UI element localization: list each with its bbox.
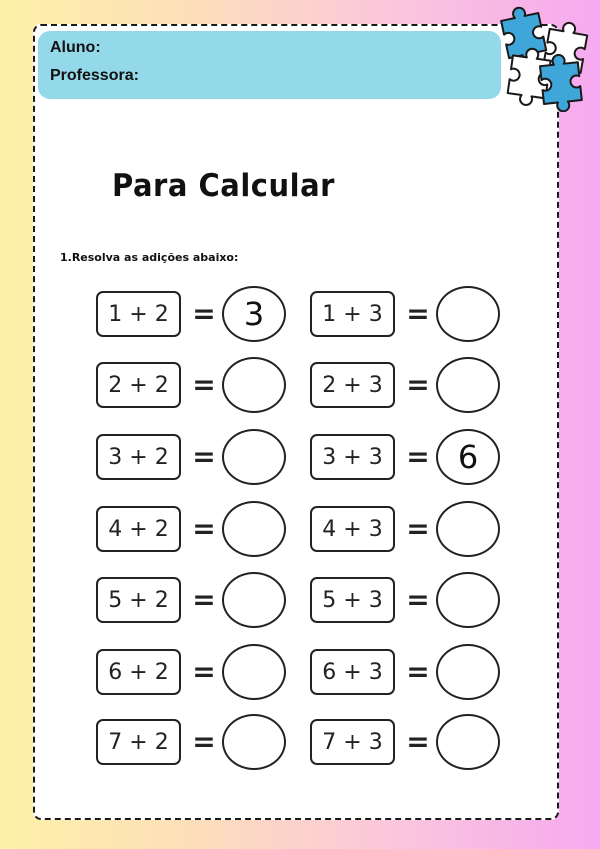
answer-circle[interactable] — [222, 357, 286, 413]
answer-circle[interactable] — [222, 714, 286, 770]
answer-circle[interactable] — [436, 572, 500, 628]
instruction-text: 1.Resolva as adições abaixo: — [60, 251, 239, 264]
equals-sign: = — [192, 512, 216, 545]
addition-expression: 1 + 3 — [310, 291, 395, 337]
addition-expression: 4 + 2 — [96, 506, 181, 552]
equals-sign: = — [192, 368, 216, 401]
equals-sign: = — [192, 440, 216, 473]
equals-sign: = — [406, 725, 430, 758]
equals-sign: = — [406, 297, 430, 330]
equals-sign: = — [192, 583, 216, 616]
answer-circle[interactable] — [222, 429, 286, 485]
answer-circle[interactable] — [436, 714, 500, 770]
addition-expression: 7 + 2 — [96, 719, 181, 765]
answer-circle[interactable] — [436, 286, 500, 342]
equals-sign: = — [192, 297, 216, 330]
addition-expression: 2 + 2 — [96, 362, 181, 408]
equals-sign: = — [406, 368, 430, 401]
equals-sign: = — [192, 655, 216, 688]
answer-circle[interactable] — [436, 501, 500, 557]
equals-sign: = — [406, 583, 430, 616]
student-name-label: Aluno: — [50, 39, 101, 56]
equals-sign: = — [406, 440, 430, 473]
addition-expression: 2 + 3 — [310, 362, 395, 408]
addition-expression: 4 + 3 — [310, 506, 395, 552]
addition-expression: 5 + 3 — [310, 577, 395, 623]
addition-expression: 6 + 3 — [310, 649, 395, 695]
answer-circle[interactable]: 3 — [222, 286, 286, 342]
teacher-name-label: Professora: — [50, 67, 139, 84]
answer-circle[interactable] — [222, 644, 286, 700]
equals-sign: = — [192, 725, 216, 758]
answer-circle[interactable]: 6 — [436, 429, 500, 485]
answer-circle[interactable] — [222, 572, 286, 628]
equals-sign: = — [406, 655, 430, 688]
addition-expression: 1 + 2 — [96, 291, 181, 337]
answer-circle[interactable] — [222, 501, 286, 557]
page-title: Para Calcular — [112, 166, 335, 204]
addition-expression: 7 + 3 — [310, 719, 395, 765]
answer-circle[interactable] — [436, 644, 500, 700]
answer-circle[interactable] — [436, 357, 500, 413]
equals-sign: = — [406, 512, 430, 545]
addition-expression: 3 + 3 — [310, 434, 395, 480]
addition-expression: 6 + 2 — [96, 649, 181, 695]
addition-expression: 5 + 2 — [96, 577, 181, 623]
addition-expression: 3 + 2 — [96, 434, 181, 480]
